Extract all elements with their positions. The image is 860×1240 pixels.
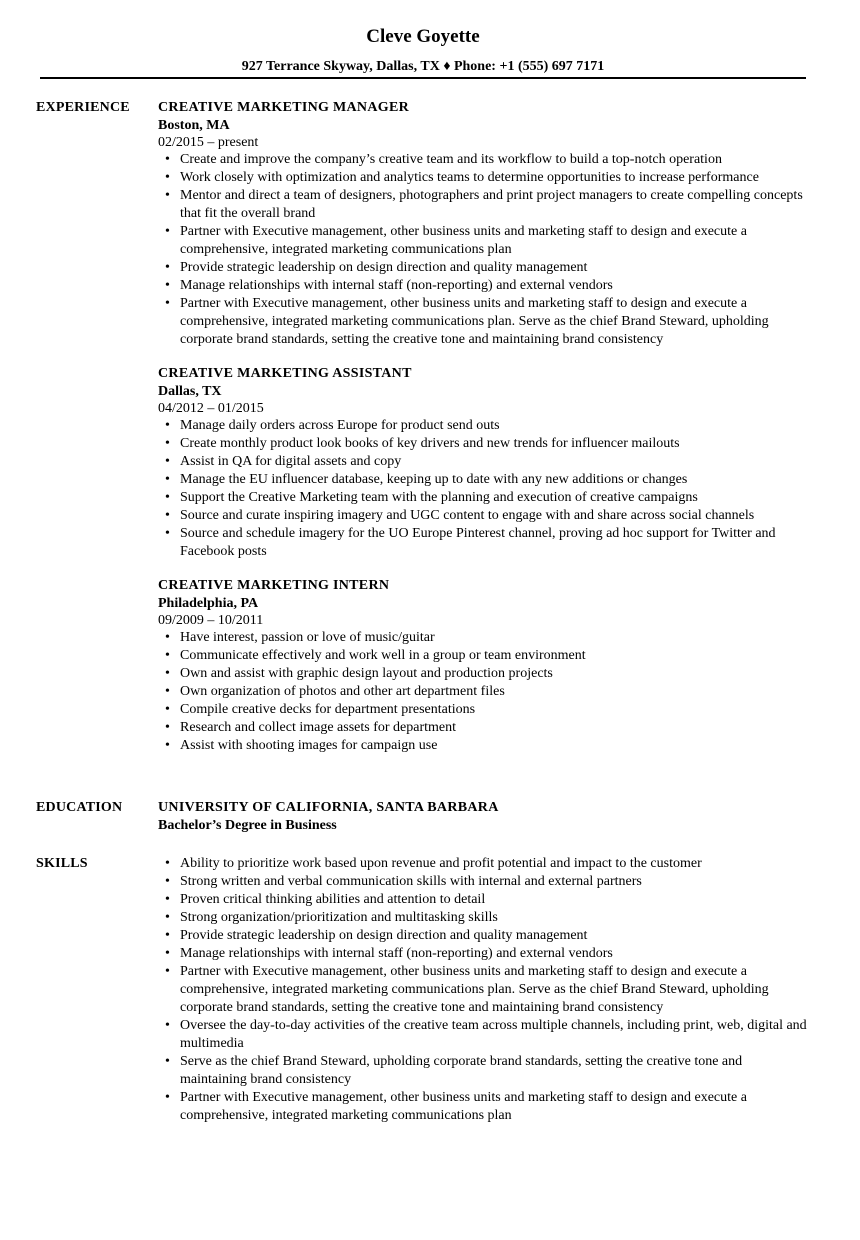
job-entry bbox=[158, 577, 808, 755]
job-title: CREATIVE MARKETING INTERN bbox=[158, 578, 390, 593]
list-item: • Have interest, passion or love of music/guitar bbox=[180, 629, 808, 647]
job-dates: 02/2015 – present bbox=[158, 135, 259, 150]
list-item: • Assist in QA for digital assets and copy bbox=[180, 453, 808, 471]
list-item: • Research and collect image assets for department bbox=[180, 719, 808, 737]
list-item: • Assist with shooting images for campaign use bbox=[180, 737, 808, 755]
list-item: • Strong written and verbal communication skills with internal and external partners bbox=[180, 873, 808, 891]
job-location: Boston, MA bbox=[158, 118, 230, 133]
job-title: CREATIVE MARKETING ASSISTANT bbox=[158, 366, 412, 381]
skills-list bbox=[158, 855, 808, 1125]
degree: Bachelor’s Degree in Business bbox=[158, 818, 337, 833]
experience-body bbox=[158, 99, 808, 755]
list-item: • Partner with Executive management, other business units and marketing staff to design and execute a comprehensive, integrated marketing communications plan. Serve as the chief Brand Steward, upholding corporate brand standards, setting the creative tone and maintaining brand consistency bbox=[180, 295, 808, 349]
education-label: EDUCATION bbox=[36, 800, 123, 815]
list-item: • Create and improve the company’s creative team and its workflow to build a top-notch operation bbox=[180, 151, 808, 169]
list-item: • Oversee the day-to-day activities of the creative team across multiple channels, including print, web, digital and multimedia bbox=[180, 1017, 808, 1053]
list-item: • Manage daily orders across Europe for product send outs bbox=[180, 417, 808, 435]
list-item: • Compile creative decks for department presentations bbox=[180, 701, 808, 719]
header-divider bbox=[40, 77, 806, 79]
skills-label: SKILLS bbox=[36, 856, 88, 871]
list-item: • Partner with Executive management, other business units and marketing staff to design and execute a comprehensive, integrated marketing communications plan bbox=[180, 223, 808, 259]
job-entry bbox=[158, 99, 808, 349]
list-item: • Own and assist with graphic design layout and production projects bbox=[180, 665, 808, 683]
list-item: • Source and curate inspiring imagery and UGC content to engage with and share across social channels bbox=[180, 507, 808, 525]
list-item: • Support the Creative Marketing team with the planning and execution of creative campaigns bbox=[180, 489, 808, 507]
list-item: • Provide strategic leadership on design direction and quality management bbox=[180, 259, 808, 277]
education-body bbox=[158, 799, 808, 835]
list-item: • Ability to prioritize work based upon revenue and profit potential and impact to the customer bbox=[180, 855, 808, 873]
list-item: • Proven critical thinking abilities and attention to detail bbox=[180, 891, 808, 909]
list-item: • Create monthly product look books of key drivers and new trends for influencer mailouts bbox=[180, 435, 808, 453]
contact-line: 927 Terrance Skyway, Dallas, TX ♦ Phone: +1 (555) 697 7171 bbox=[241, 59, 605, 74]
job-location: Philadelphia, PA bbox=[158, 596, 259, 611]
experience-label: EXPERIENCE bbox=[36, 100, 130, 115]
job-entry bbox=[158, 365, 808, 561]
list-item: • Mentor and direct a team of designers, photographers and print project managers to create compelling concepts that fit the overall brand bbox=[180, 187, 808, 223]
list-item: • Strong organization/prioritization and multitasking skills bbox=[180, 909, 808, 927]
job-bullet-list bbox=[158, 629, 808, 755]
job-bullet-list bbox=[158, 417, 808, 561]
school-name: UNIVERSITY OF CALIFORNIA, SANTA BARBARA bbox=[158, 800, 499, 815]
job-dates: 04/2012 – 01/2015 bbox=[158, 401, 264, 416]
job-title: CREATIVE MARKETING MANAGER bbox=[158, 100, 409, 115]
job-location: Dallas, TX bbox=[158, 384, 222, 399]
list-item: • Own organization of photos and other art department files bbox=[180, 683, 808, 701]
list-item: • Serve as the chief Brand Steward, upholding corporate brand standards, setting the creative tone and maintaining brand consistency bbox=[180, 1053, 808, 1089]
job-bullet-list bbox=[158, 151, 808, 349]
list-item: • Manage relationships with internal staff (non-reporting) and external vendors bbox=[180, 277, 808, 295]
list-item: • Communicate effectively and work well in a group or team environment bbox=[180, 647, 808, 665]
list-item: • Manage the EU influencer database, keeping up to date with any new additions or changes bbox=[180, 471, 808, 489]
list-item: • Partner with Executive management, other business units and marketing staff to design and execute a comprehensive, integrated marketing communications plan bbox=[180, 1089, 808, 1125]
list-item: • Partner with Executive management, other business units and marketing staff to design and execute a comprehensive, integrated marketing communications plan. Serve as the chief Brand Steward, upholding corporate brand standards, setting the creative tone and maintaining brand consistency bbox=[180, 963, 808, 1017]
candidate-name: Cleve Goyette bbox=[366, 26, 480, 47]
list-item: • Provide strategic leadership on design direction and quality management bbox=[180, 927, 808, 945]
list-item: • Manage relationships with internal staff (non-reporting) and external vendors bbox=[180, 945, 808, 963]
job-dates: 09/2009 – 10/2011 bbox=[158, 613, 264, 628]
skills-body bbox=[158, 855, 808, 1125]
list-item: • Work closely with optimization and analytics teams to determine opportunities to increase performance bbox=[180, 169, 808, 187]
list-item: • Source and schedule imagery for the UO Europe Pinterest channel, proving ad hoc support for Twitter and Facebook posts bbox=[180, 525, 808, 561]
